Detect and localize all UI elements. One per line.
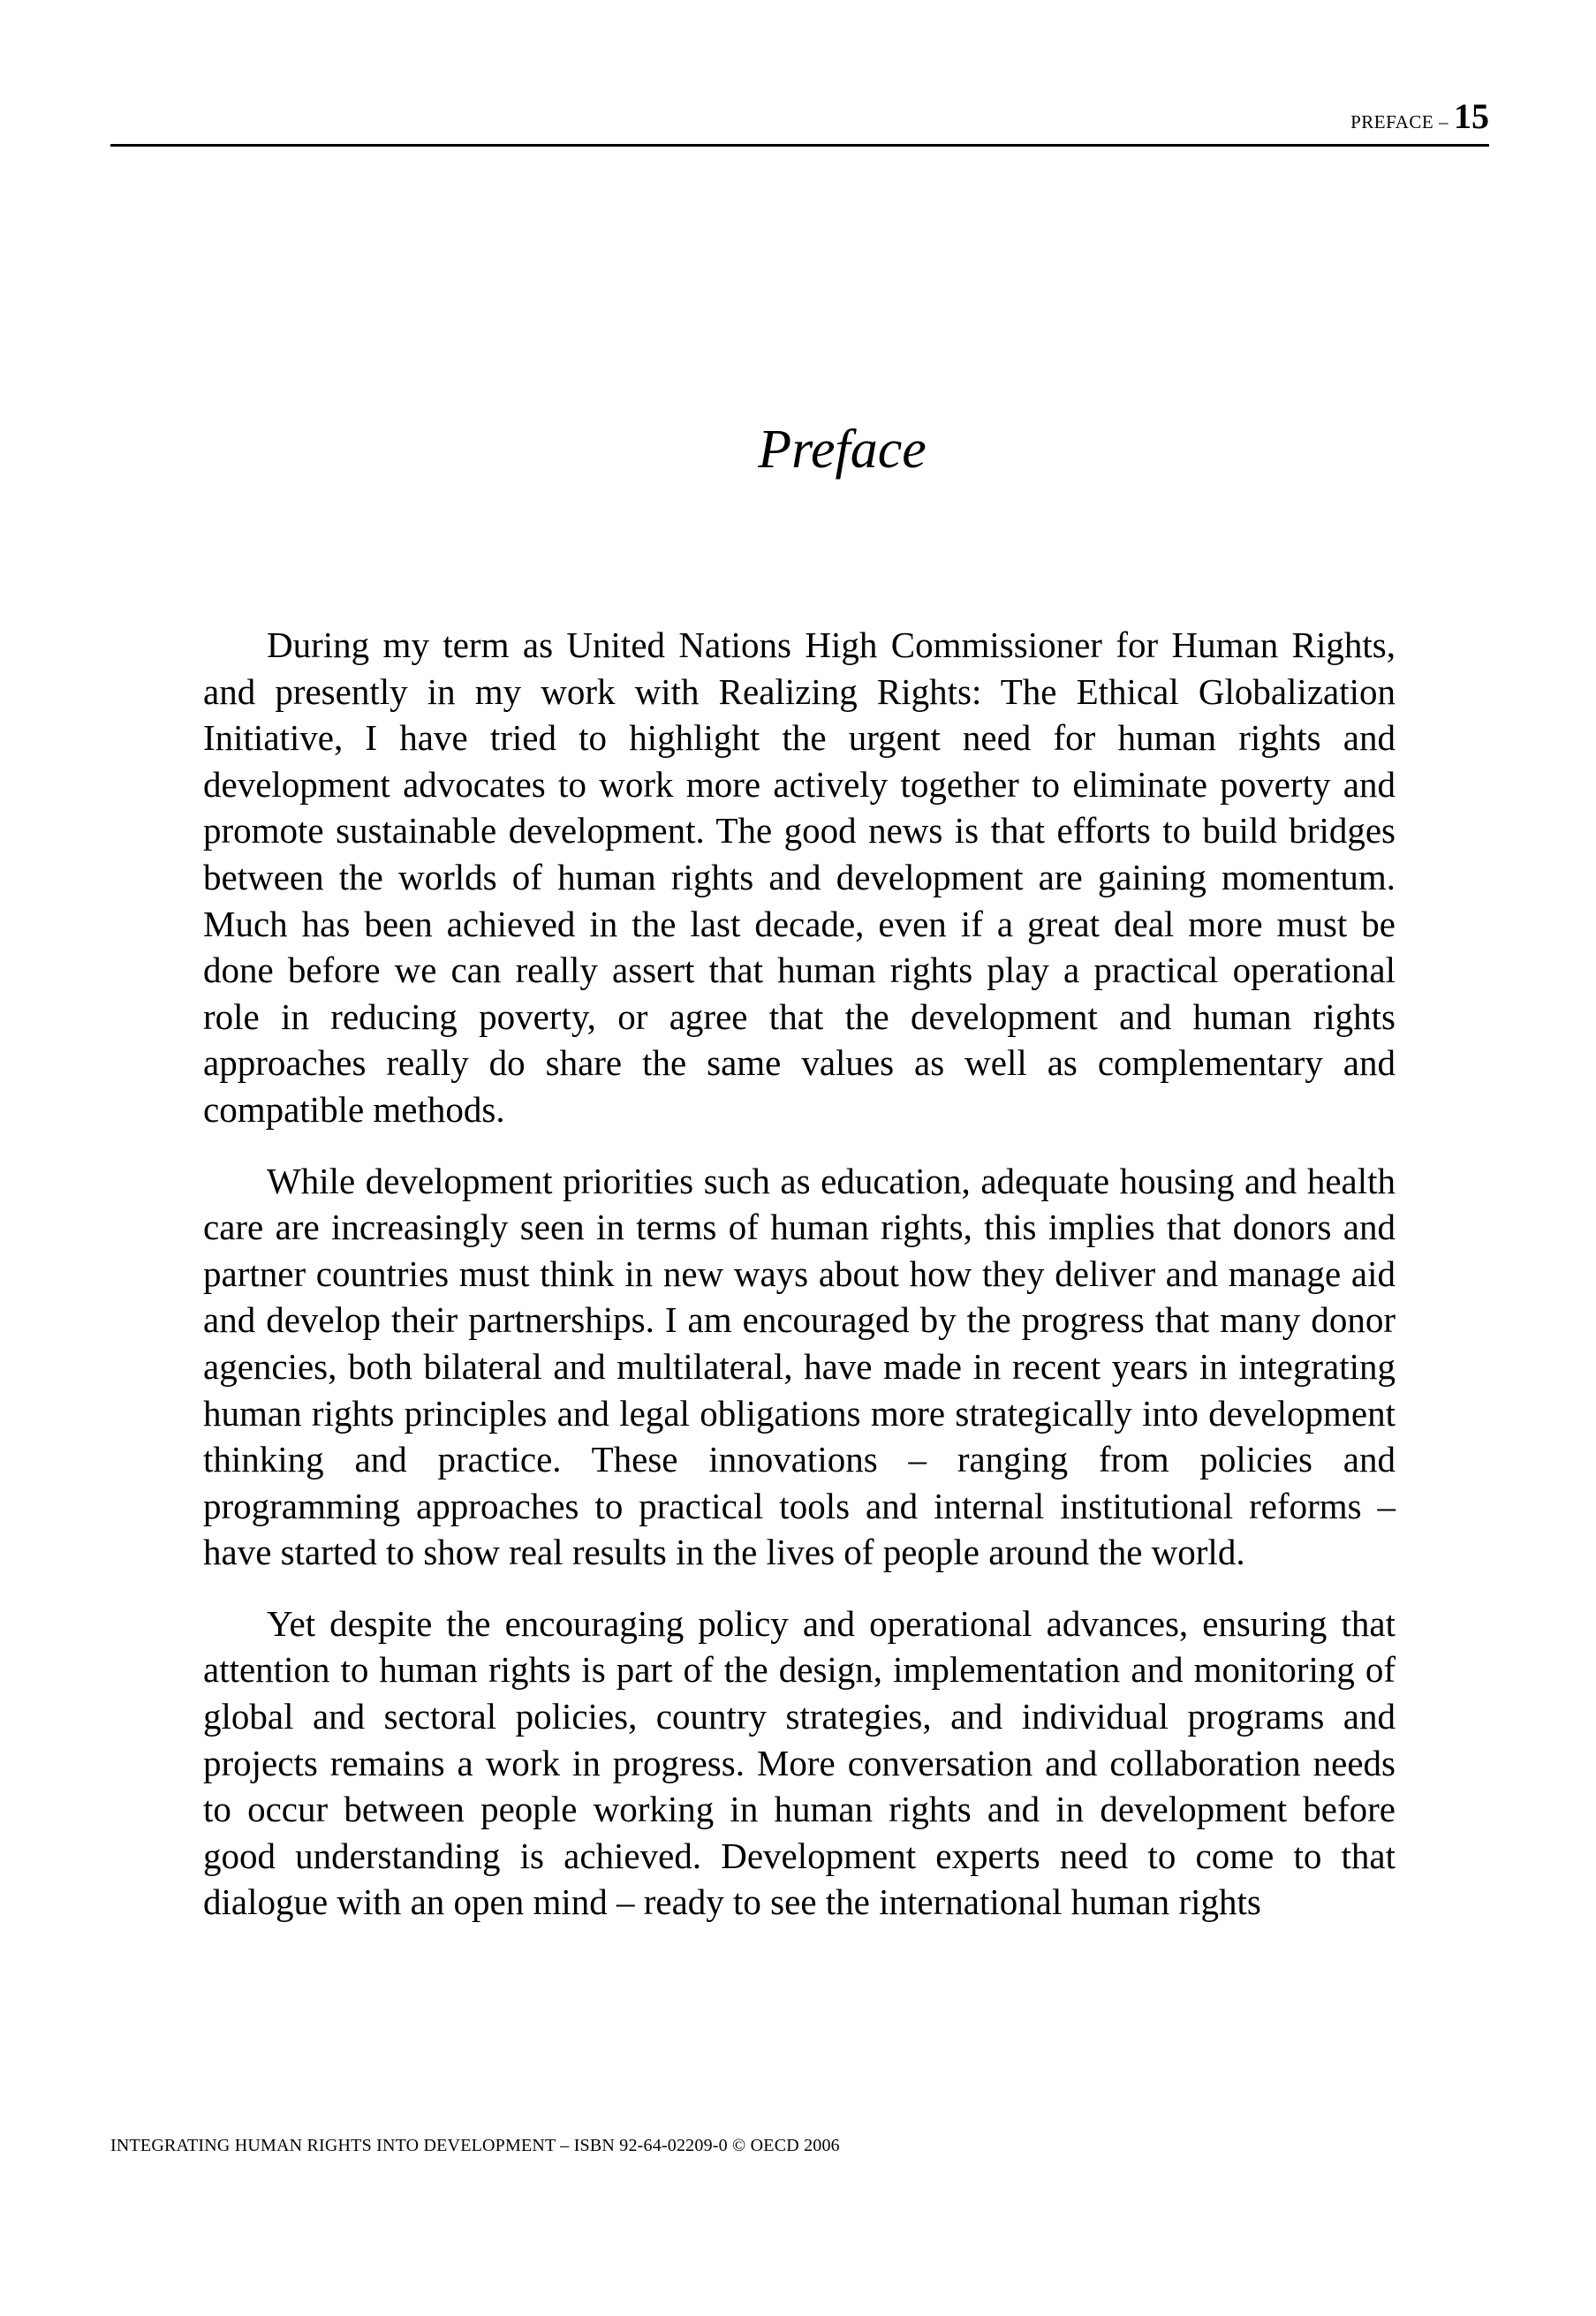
body-text bbox=[203, 622, 1396, 1950]
page-footer: INTEGRATING HUMAN RIGHTS INTO DEVELOPMENT – ISBN 92-64-02209-0 © OECD 2006 bbox=[110, 2136, 840, 2155]
paragraph: Yet despite the encouraging policy and operational advances, ensuring that attention to human rights is part of the design, implementation and monitoring of global and sectoral policies, country strategies, and individual programs and projects remains a work in progress. More conversation and collaboration needs to occur between people working in human rights and in development before good understanding is achieved. Development experts need to come to that dialogue with an open mind – ready to see the international human rights bbox=[203, 1602, 1396, 1923]
paragraph: During my term as United Nations High Commissioner for Human Rights, and presently in my work with Realizing Rights: The Ethical Globalization Initiative, I have tried to highlight the urgent need for human rights and development advocates to work more actively together to eliminate poverty and promote sustainable development. The good news is that efforts to build bridges between the worlds of human rights and development are gaining momentum. Much has been achieved in the last decade, even if a great deal more must be done before we can really assert that human rights play a practical operational role in reducing poverty, or agree that the development and human rights approaches really do share the same values as well as complementary and compatible methods. bbox=[203, 624, 1396, 1130]
paragraph: While development priorities such as education, adequate housing and health care are increasingly seen in terms of human rights, this implies that donors and partner countries must think in new ways about how they deliver and manage aid and develop their partnerships. I am encouraged by the progress that many donor agencies, both bilateral and multilateral, have made in recent years in integrating human rights principles and legal obligations more strategically into development thinking and practice. These innovations – ranging from policies and programming approaches to practical tools and internal institutional reforms – have started to show real results in the lives of people around the world. bbox=[203, 1160, 1396, 1573]
page-title: Preface bbox=[758, 420, 927, 480]
running-header bbox=[110, 95, 1489, 147]
page-number: 15 bbox=[1454, 96, 1489, 136]
header-section-label: PREFACE – bbox=[1350, 111, 1449, 132]
